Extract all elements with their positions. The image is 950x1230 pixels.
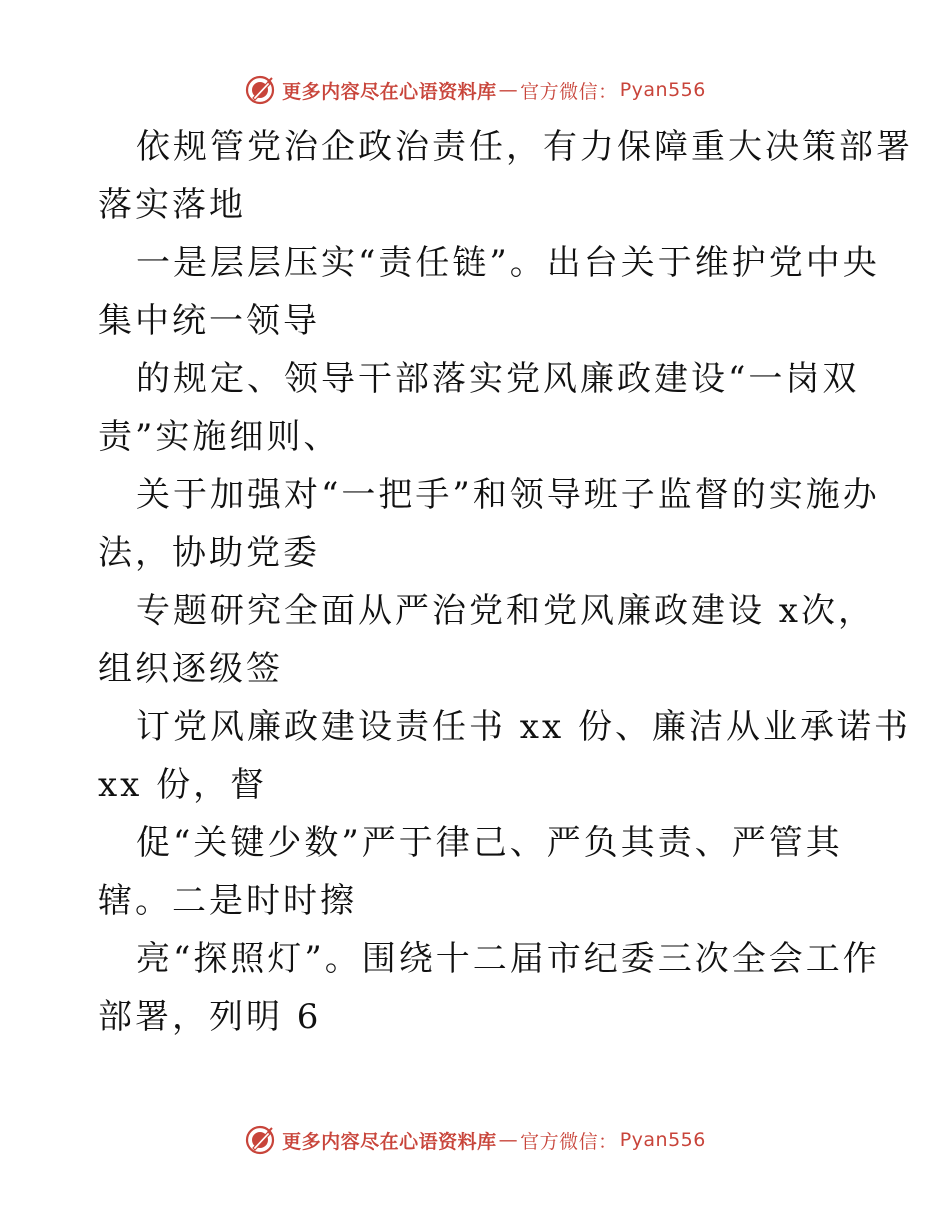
body-line: 关于加强对“一把手”和领导班子监督的实施办 — [136, 475, 880, 515]
body-line: 辖。二是时时擦 — [98, 881, 357, 921]
body-line: 责”实施细则、 — [98, 417, 341, 457]
banner-main-text: 更多内容尽在心语资料库 — [282, 1130, 497, 1153]
body-line: 落实落地 — [98, 185, 246, 225]
body-line: 一是层层压实“责任链”。出台关于维护党中央 — [136, 243, 880, 283]
banner-sub-text: 官方微信： — [520, 1130, 618, 1153]
banner-sub-text: 官方微信： — [520, 80, 618, 103]
body-line: 的规定、领导干部落实党风廉政建设“一岗双 — [136, 359, 860, 399]
body-line: 促“关键少数”严于律己、严负其责、严管其 — [136, 823, 843, 863]
body-line: 组织逐级签 — [98, 649, 283, 689]
header-watermark-banner — [0, 72, 950, 108]
body-line: 依规管党治企政治责任，有力保障重大决策部署 — [136, 127, 913, 167]
footer-watermark-banner — [0, 1122, 950, 1158]
pen-seal-icon — [244, 74, 276, 106]
banner-dash: — — [498, 79, 519, 101]
body-line: 订党风廉政建设责任书 xx 份、廉洁从业承诺书 — [136, 707, 911, 747]
body-line: 亮“探照灯”。围绕十二届市纪委三次全会工作 — [136, 939, 880, 979]
banner-dash: — — [498, 1129, 519, 1151]
body-line: 法，协助党委 — [98, 533, 320, 573]
banner-main-text: 更多内容尽在心语资料库 — [282, 80, 497, 103]
body-line: 集中统一领导 — [98, 301, 320, 341]
pen-seal-icon — [244, 1124, 276, 1156]
banner-wechat-handle: Pyan556 — [619, 79, 706, 101]
document-body — [98, 118, 913, 1046]
body-line: xx 份，督 — [98, 765, 268, 805]
banner-wechat-handle: Pyan556 — [619, 1129, 706, 1151]
body-line: 部署，列明 6 — [98, 997, 322, 1037]
body-line: 专题研究全面从严治党和党风廉政建设 x次， — [136, 591, 875, 631]
